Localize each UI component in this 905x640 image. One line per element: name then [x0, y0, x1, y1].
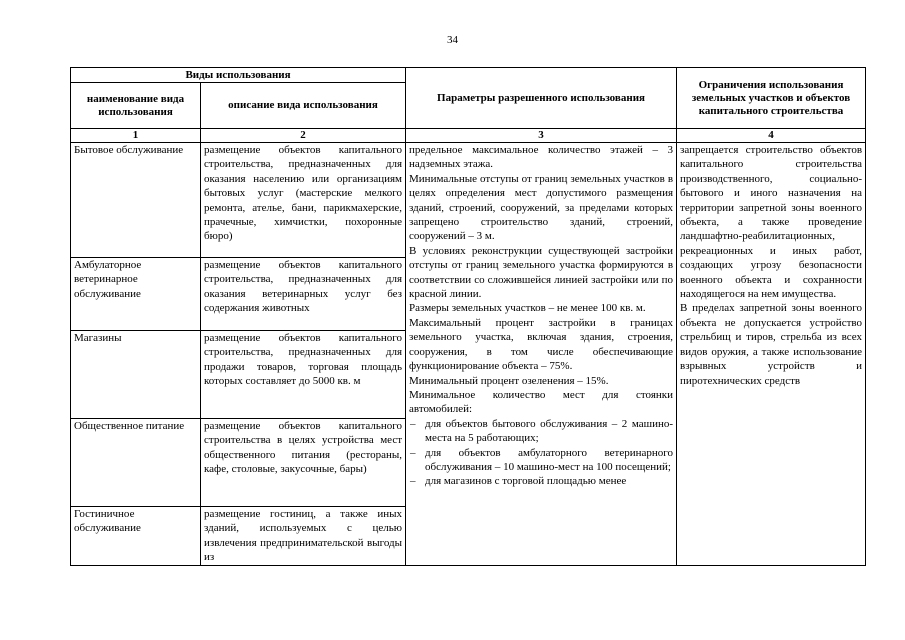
list-item: – для объектов бытового обслуживания – 2 машино-места на 5 работающих; — [409, 417, 673, 446]
params-floors: предельное максимальное количество этажей – 3 надземных этажа. — [409, 144, 674, 171]
header-usage-types: Виды использования — [71, 68, 406, 83]
header-limits: Ограничения использования земельных участков и объектов капитального строительства — [677, 68, 866, 129]
land-use-table — [70, 67, 866, 566]
row-desc: размещение объектов капитального строительства, предназначенных для оказания ветеринарных услуг без содержания животных — [201, 258, 406, 331]
limits-construction-ban: запрещается строительство объектов капитального строительства производственного, социально-бытового и иного назначения на территории запретной зоны военного объекта, а также проведение ландшафтно-реабилитационных, рекреационных и иных работ, создающих угрозу безопасности военного объекта и сохранности находящегося на нем имущества. — [680, 144, 863, 301]
params-green-percent: Минимальный процент озеленения – 15%. — [409, 374, 609, 387]
header-usage-name: наименование вида использования — [71, 83, 201, 129]
header-num-2: 2 — [201, 129, 406, 143]
header-num-1: 1 — [71, 129, 201, 143]
params-parking: Минимальное количество мест для стоянки автомобилей: — [409, 388, 674, 416]
row-name: Общественное питание — [71, 419, 201, 507]
parking-list — [409, 417, 673, 489]
header-num-4: 4 — [677, 129, 866, 143]
list-item: – для магазинов с торговой площадью менее — [409, 474, 673, 488]
header-usage-desc: описание вида использования — [201, 83, 406, 129]
row-desc: размещение гостиниц, а также иных зданий, используемых с целью извлечения предпринимательской выгоды из — [201, 507, 406, 566]
params-build-percent: Максимальный процент застройки в границах земельного участка, включая здания, строения, сооружения, в том числе обеспечивающие функционирование объекта – 75%. — [409, 316, 674, 373]
limits-cell — [677, 143, 866, 566]
header-params: Параметры разрешенного использования — [406, 68, 677, 129]
row-name: Амбулаторное ветеринарное обслуживание — [71, 258, 201, 331]
params-reconstruction: В условиях реконструкции существующей застройки отступы от границ земельного участка формируются в соответствии со сложившейся линией застройки или по красной линии. — [409, 244, 674, 301]
limits-shooting-ban: В пределах запретной зоны военного объекта не допускается устройство стрельбищ и тиров, стрельба из всех видов оружия, а также использование взрывных устройств и пиротехнических средств — [680, 302, 863, 387]
row-name: Бытовое обслуживание — [71, 143, 201, 258]
params-cell — [406, 143, 677, 566]
params-plot-size: Размеры земельных участков – не менее 100 кв. м. — [409, 302, 646, 315]
row-desc: размещение объектов капитального строительства в целях устройства мест общественного питания (рестораны, кафе, столовые, закусочные, бары) — [201, 419, 406, 507]
page-number: 34 — [447, 34, 458, 46]
row-desc: размещение объектов капитального строительства, предназначенных для оказания населению или организациям бытовых услуг (мастерские мелкого ремонта, ателье, бани, парикмахерские, прачечные, химчистки, похоронные бюро) — [201, 143, 406, 258]
header-num-3: 3 — [406, 129, 677, 143]
row-desc: размещение объектов капитального строительства, предназначенных для продажи товаров, торговая площадь которых составляет до 5000 кв. м — [201, 331, 406, 419]
list-item: – для объектов амбулаторного ветеринарного обслуживания – 10 машино-мест на 100 посещений; — [409, 446, 673, 475]
params-setbacks: Минимальные отступы от границ земельных участков в целях определения мест допустимого размещения зданий, строений, сооружений, за пределами которых запрещено строительство зданий, строений, сооружений – 3 м. — [409, 172, 674, 243]
row-name: Магазины — [71, 331, 201, 419]
row-name: Гостиничное обслуживание — [71, 507, 201, 566]
